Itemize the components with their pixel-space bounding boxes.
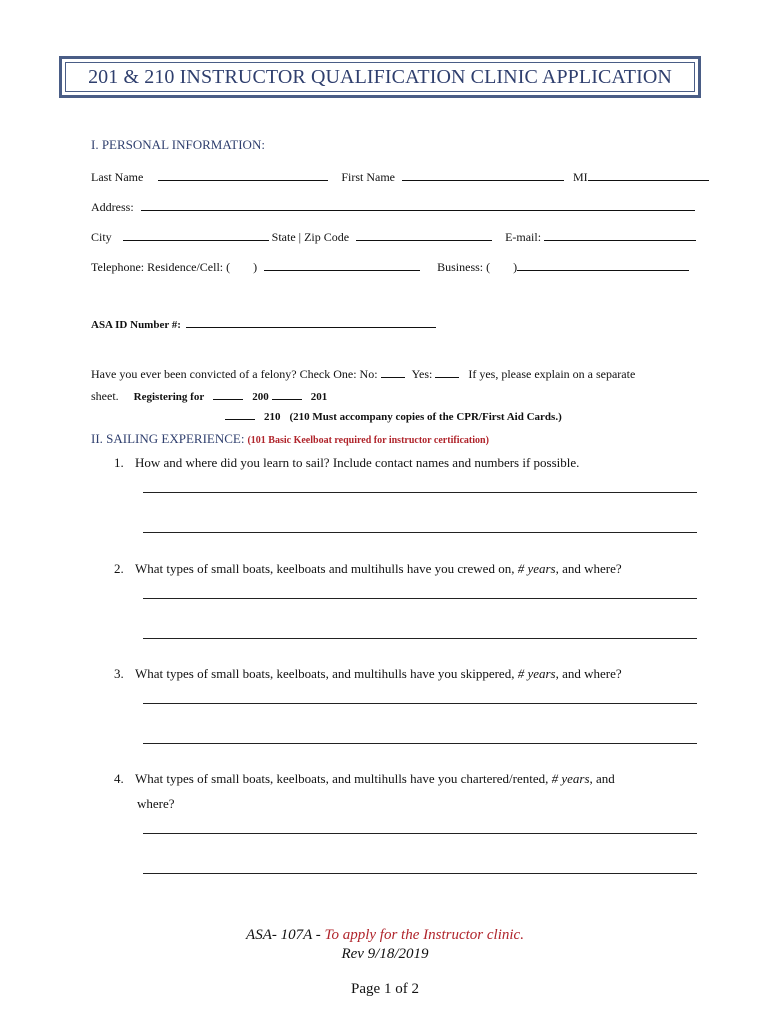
option-201-field[interactable]	[272, 388, 302, 400]
last-name-row	[91, 169, 709, 184]
state-zip-label: State | Zip Code	[271, 230, 350, 244]
asa-id-label: ASA ID Number #:	[91, 319, 181, 331]
footer-form-id: ASA- 107A -	[246, 927, 325, 943]
option-200-label: 200	[252, 391, 269, 403]
question-3	[114, 667, 622, 681]
answer-4-line-2[interactable]	[143, 873, 697, 874]
mi-field[interactable]	[588, 169, 709, 181]
option-210-label: 210	[264, 411, 281, 423]
question-2	[114, 562, 622, 576]
asa-id-row	[91, 316, 436, 332]
felony-question: Have you ever been convicted of a felony? Check One: No:	[91, 367, 378, 381]
registering-row	[91, 388, 327, 404]
telephone-row	[91, 259, 689, 274]
question-3-text-b: , and where?	[555, 666, 622, 681]
question-1	[114, 456, 579, 470]
address-row	[91, 199, 695, 214]
question-3-number: 3.	[114, 666, 124, 681]
email-label: E-mail:	[505, 230, 542, 244]
answer-1-line-2[interactable]	[143, 532, 697, 533]
answer-2-line-2[interactable]	[143, 638, 697, 639]
email-field[interactable]	[544, 229, 696, 241]
question-1-text: How and where did you learn to sail? Include contact names and numbers if possible.	[135, 455, 580, 470]
first-name-label: First Name	[341, 170, 395, 184]
last-name-field[interactable]	[158, 169, 328, 181]
address-field[interactable]	[141, 199, 695, 211]
question-4	[114, 772, 615, 786]
option-201-label: 201	[310, 391, 328, 403]
section-1-heading: I. PERSONAL INFORMATION:	[91, 137, 265, 152]
section-2-heading: II. SAILING EXPERIENCE:	[91, 431, 245, 446]
question-2-text-a: What types of small boats, keelboats and multihulls have you crewed on,	[135, 561, 518, 576]
answer-2-line-1[interactable]	[143, 598, 697, 599]
telephone-field[interactable]	[264, 259, 420, 271]
question-1-number: 1.	[114, 455, 124, 470]
question-2-years: # years	[517, 561, 556, 576]
option-210-note: (210 Must accompany copies of the CPR/First Aid Cards.)	[289, 411, 562, 423]
page-number: Page 1 of 2	[351, 981, 419, 997]
felony-tail: If yes, please explain on a separate	[468, 367, 636, 381]
felony-row	[91, 366, 635, 381]
registering-label: Registering for	[133, 391, 205, 403]
answer-3-line-2[interactable]	[143, 743, 697, 744]
business-field[interactable]	[517, 259, 689, 271]
telephone-label: Telephone: Residence/Cell: (	[91, 260, 231, 274]
telephone-close: )	[253, 260, 258, 274]
question-4-text-a: What types of small boats, keelboats, and multihulls have you chartered/rented,	[135, 771, 552, 786]
question-2-number: 2.	[114, 561, 124, 576]
city-label: City	[91, 230, 112, 244]
business-close: )	[513, 260, 518, 274]
question-3-text-a: What types of small boats, keelboats, and multihulls have you skippered,	[135, 666, 518, 681]
mi-label: MI	[572, 170, 588, 184]
answer-1-line-1[interactable]	[143, 492, 697, 493]
question-2-text-b: , and where?	[555, 561, 622, 576]
question-3-years: # years	[517, 666, 556, 681]
answer-3-line-1[interactable]	[143, 703, 697, 704]
answer-4-line-1[interactable]	[143, 833, 697, 834]
page-title: 201 & 210 INSTRUCTOR QUALIFICATION CLINIC APPLICATION	[88, 65, 672, 88]
question-4-years: # years	[551, 771, 590, 786]
footer-form-desc: To apply for the Instructor clinic.	[324, 927, 524, 943]
felony-no-field[interactable]	[381, 366, 405, 378]
asa-id-field[interactable]	[186, 316, 436, 328]
option-210-field[interactable]	[225, 408, 255, 420]
address-label: Address:	[91, 200, 134, 214]
felony-yes-field[interactable]	[435, 366, 459, 378]
section-2-note: (101 Basic Keelboat required for instructor certification)	[247, 435, 489, 446]
last-name-label: Last Name	[91, 170, 144, 184]
city-field[interactable]	[123, 229, 269, 241]
first-name-field[interactable]	[402, 169, 564, 181]
footer-form-id-row	[0, 927, 770, 944]
state-zip-field[interactable]	[356, 229, 492, 241]
option-210-row	[225, 408, 562, 424]
footer-rev: Rev 9/18/2019	[341, 946, 429, 962]
sheet-text: sheet.	[91, 389, 119, 403]
section-2-heading-row	[91, 432, 489, 448]
title-box	[59, 56, 701, 98]
city-row	[91, 229, 696, 244]
question-4-number: 4.	[114, 771, 124, 786]
business-label: Business: (	[437, 260, 491, 274]
option-200-field[interactable]	[213, 388, 243, 400]
question-4-text-c: where?	[137, 796, 175, 811]
question-4-text-b: , and	[589, 771, 615, 786]
felony-yes-label: Yes:	[411, 367, 433, 381]
